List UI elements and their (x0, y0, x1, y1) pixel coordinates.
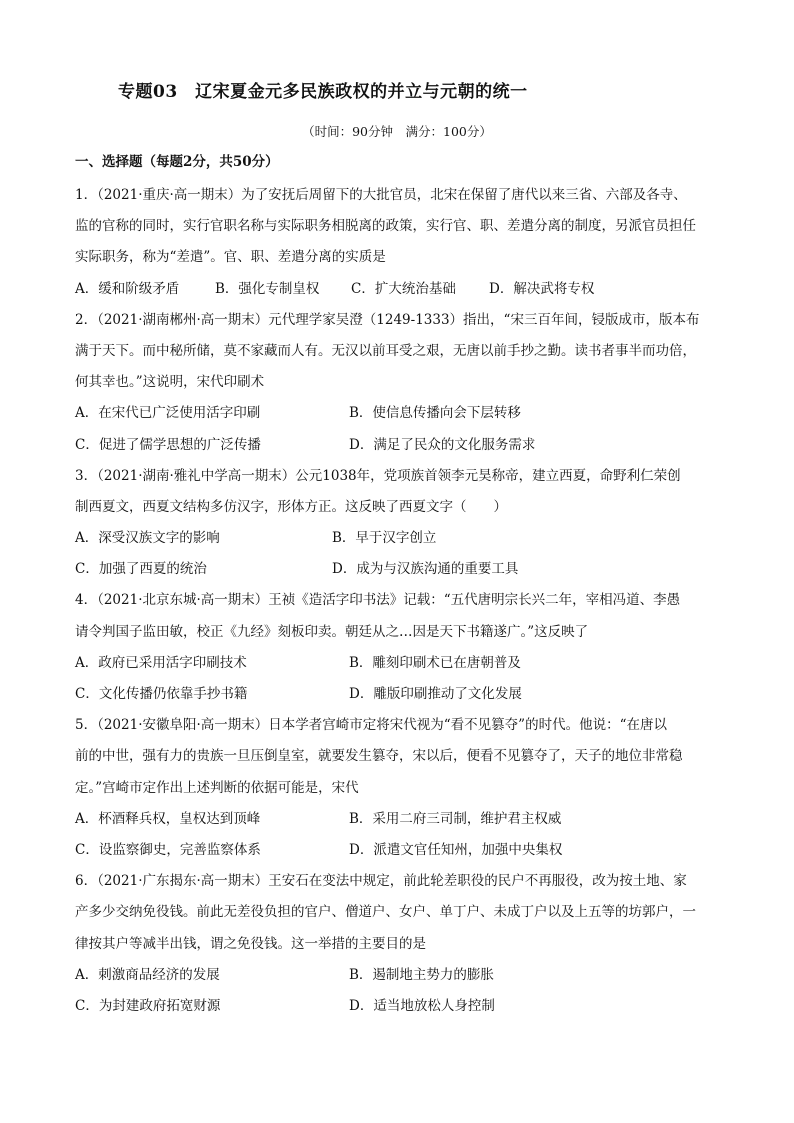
question-stem-line: 2．（2021·湖南郴州·高一期末）元代理学家吴澄（1249-1333）指出，“宋三百年间，锓版成市，版本布 (75, 311, 700, 328)
option-c[interactable]: C．扩大统治基础 (351, 280, 456, 297)
option-a[interactable]: A．杯酒释兵权，皇权达到顶峰 (75, 810, 261, 827)
option-row (75, 960, 720, 991)
option-b[interactable]: B．采用二府三司制，维护君主权威 (349, 810, 562, 827)
option-d[interactable]: D．成为与汉族沟通的重要工具 (332, 561, 519, 578)
question-6 (75, 866, 720, 1022)
option-b[interactable]: B．强化专制皇权 (215, 280, 320, 297)
option-a[interactable]: A．深受汉族文字的影响 (75, 530, 220, 547)
question-stem-line: 4．（2021·北京东城·高一期末）王祯《造活字印书法》记载：“五代唐明宗长兴二年，宰相冯道、李愚 (75, 592, 681, 609)
option-row (75, 398, 720, 429)
option-d[interactable]: D．雕版印刷推动了文化发展 (349, 686, 522, 702)
option-row (75, 804, 720, 835)
option-c[interactable]: C．促进了儒学思想的广泛传播 (75, 436, 261, 453)
page-title: 专题03 辽宋夏金元多民族政权的并立与元朝的统一 (118, 82, 528, 102)
option-c[interactable]: C．为封建政府拓宽财源 (75, 997, 221, 1014)
question-stem-line: 律按其户等减半出钱，谓之免役钱。这一举措的主要目的是 (75, 935, 426, 952)
question-stem-line: 3．（2021·湖南·雅礼中学高一期末）公元1038年，党项族首领李元昊称帝，建立西夏，命野利仁荣创 (75, 467, 681, 484)
option-b[interactable]: B．遏制地主势力的膨胀 (349, 966, 494, 983)
option-row (75, 648, 720, 679)
question-stem-line: 实际职务，称为“差遣”。官、职、差遣分离的实质是 (75, 249, 386, 266)
exam-info: （时间：90分钟 满分：100分） (302, 124, 492, 139)
question-2 (75, 305, 720, 461)
question-stem-line: 6．（2021·广东揭东·高一期末）王安石在变法中规定，前此轮差职役的民户不再服役，改为按土地、家 (75, 873, 687, 890)
option-d[interactable]: D．解决武将专权 (489, 280, 595, 297)
question-stem-line: 定。”宫崎市定作出上述判断的依据可能是，宋代 (75, 779, 359, 796)
question-stem-line: 制西夏文，西夏文结构多仿汉字，形体方正。这反映了西夏文字（ ） (75, 498, 507, 515)
question-stem-line: 请令判国子监田敏，校正《九经》刻板印卖。朝廷从之…因是天下书籍遂广。”这反映了 (75, 623, 589, 640)
option-a[interactable]: A．刺激商品经济的发展 (75, 966, 220, 983)
option-d[interactable]: D．满足了民众的文化服务需求 (349, 436, 536, 453)
question-5 (75, 710, 720, 866)
option-a[interactable]: A．在宋代已广泛使用活字印刷 (75, 405, 261, 422)
option-c[interactable]: C．文化传播仍依靠手抄书籍 (75, 686, 248, 702)
option-c[interactable]: C．加强了西夏的统治 (75, 561, 207, 578)
question-stem-line: 前的中世，强有力的贵族一旦压倒皇室，就要发生篡夺，宋以后，便看不见篡夺了，天子的地位非常稳 (75, 748, 683, 765)
option-d[interactable]: D．派遣文官任知州，加强中央集权 (349, 841, 563, 858)
option-a[interactable]: A．缓和阶级矛盾 (75, 280, 180, 297)
section-heading: 一、选择题（每题2分，共50分） (75, 154, 279, 170)
option-b[interactable]: B．雕刻印刷术已在唐朝普及 (349, 654, 521, 671)
question-3 (75, 461, 720, 586)
question-stem-line: 何其幸也。”这说明，宋代印刷术 (75, 374, 265, 391)
question-stem-line: 监的官称的同时，实行官职名称与实际职务相脱离的政策，实行官、职、差遣分离的制度，另派官员担任 (75, 218, 696, 235)
option-d[interactable]: D．适当地放松人身控制 (349, 997, 495, 1014)
option-row (75, 274, 720, 305)
question-stem-line: 1．（2021·重庆·高一期末）为了安抚后周留下的大批官员，北宋在保留了唐代以来三省、六部及各寺、 (75, 187, 687, 203)
option-a[interactable]: A．政府已采用活字印刷技术 (75, 654, 247, 671)
option-b[interactable]: B．使信息传播向会下层转移 (349, 405, 521, 422)
question-stem-line: 满于天下。而中秘所储，莫不家藏而人有。无汉以前耳受之艰，无唐以前手抄之勤。读书者事半而功倍， (75, 342, 696, 359)
question-stem-line: 5．（2021·安徽阜阳·高一期末）日本学者宫崎市定将宋代视为“看不见篡夺”的时代。他说：“在唐以 (75, 717, 667, 734)
question-1 (75, 180, 720, 305)
option-row (75, 554, 720, 585)
option-b[interactable]: B．早于汉字创立 (332, 530, 437, 547)
question-list (75, 180, 720, 1022)
option-row (75, 835, 720, 866)
question-4 (75, 585, 720, 710)
option-row (75, 991, 720, 1022)
option-row (75, 679, 720, 710)
option-row (75, 430, 720, 461)
option-row (75, 523, 720, 554)
option-c[interactable]: C．设监察御史，完善监察体系 (75, 841, 261, 858)
question-stem-line: 产多少交纳免役钱。前此无差役负担的官户、僧道户、女户、单丁户、未成丁户以及上五等的坊郭户，一 (75, 904, 696, 921)
